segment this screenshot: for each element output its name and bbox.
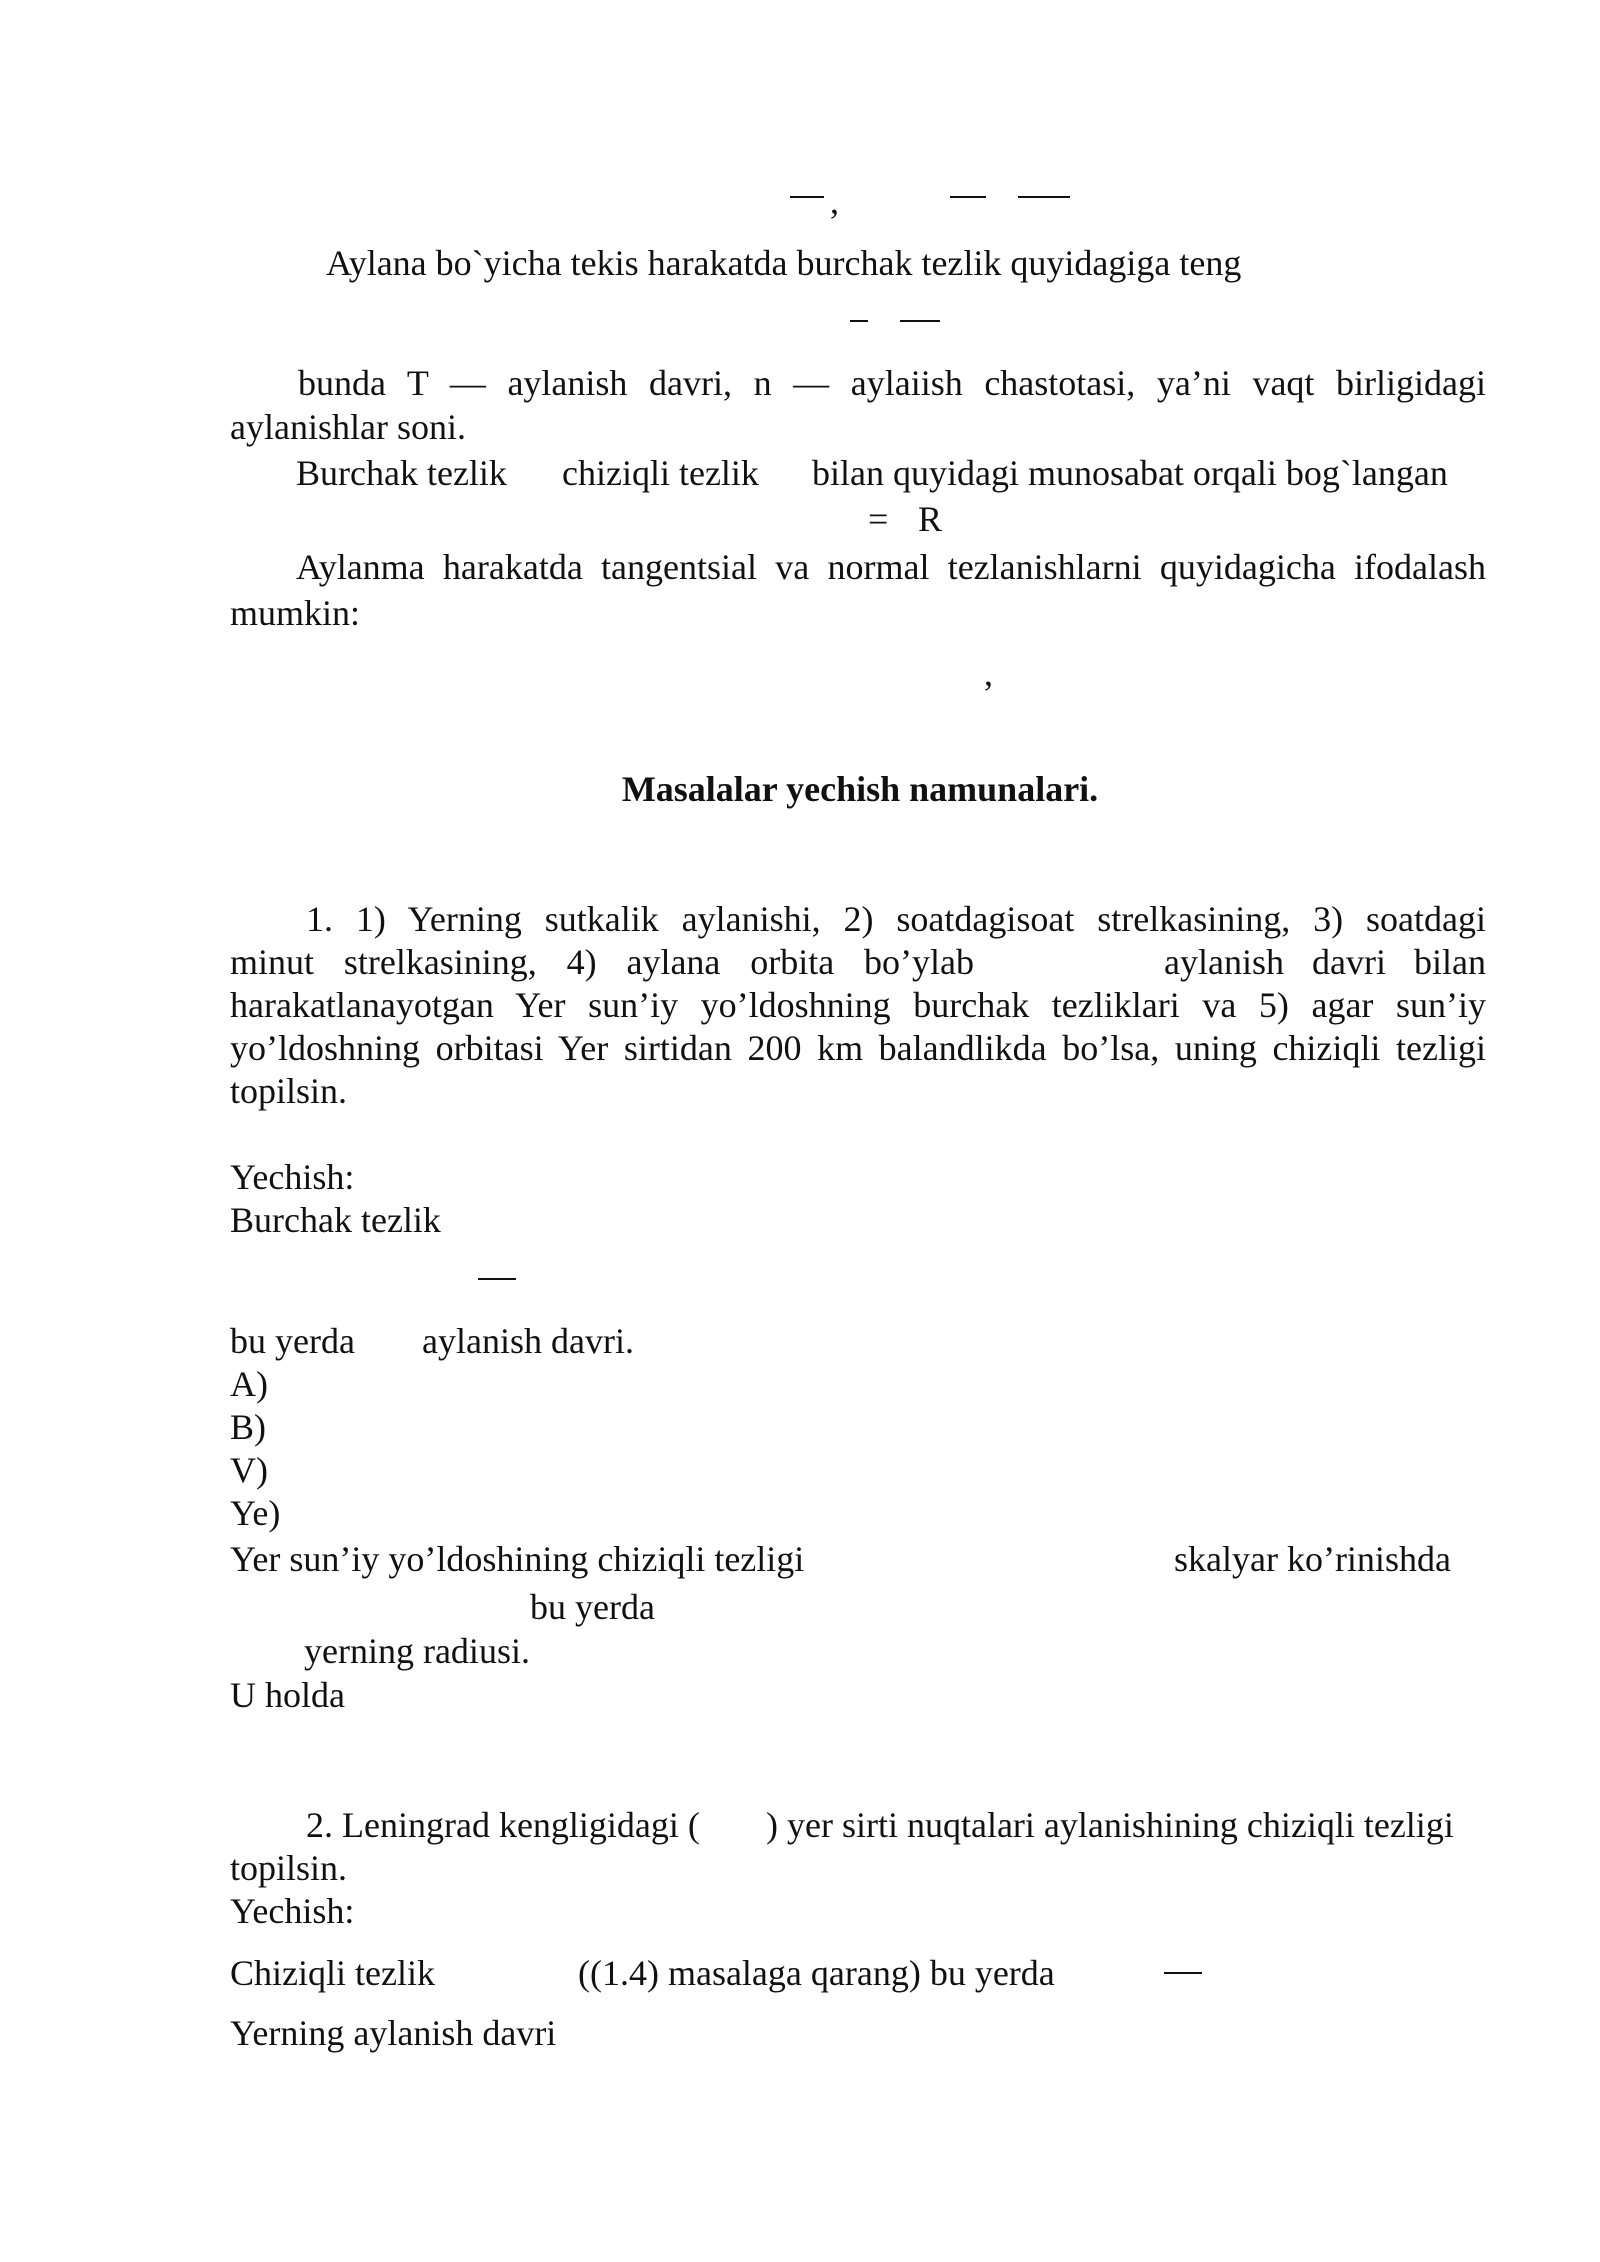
problem1-radius: yerning radiusi. bbox=[304, 1631, 530, 1671]
problem2-linear-label: Chiziqli tezlik bbox=[230, 1953, 435, 1993]
problem1-item-a: A) bbox=[230, 1364, 268, 1404]
problem2-line-2: topilsin. bbox=[230, 1848, 348, 1888]
angular-velocity-text: Aylana bo`yicha tekis harakatda burchak tezlik quyidagiga teng bbox=[326, 243, 1242, 283]
relation-formula-equals: = bbox=[868, 499, 889, 539]
formula-comma: , bbox=[830, 181, 839, 221]
period-definition-line-2: aylanishlar soni. bbox=[230, 407, 466, 447]
problem1-where-a: bu yerda bbox=[230, 1321, 355, 1361]
formula-fraction-bar bbox=[900, 320, 940, 322]
problem1-line-1: 1. 1) Yerning sutkalik aylanishi, 2) soatdagisoat strelkasining, 3) soatdagi bbox=[306, 899, 1486, 939]
problem1-line-3: harakatlanayotgan Yer sun’iy yo’ldoshning burchak tezliklari va 5) agar sun’iy bbox=[230, 985, 1486, 1025]
acceleration-line-1: Aylanma harakatda tangentsial va normal tezlanishlarni quyidagicha ifodalash bbox=[296, 547, 1486, 587]
problem1-item-b: B) bbox=[230, 1407, 266, 1447]
problem1-linear-b: skalyar ko’rinishda bbox=[1174, 1539, 1451, 1579]
formula-fraction-bar bbox=[478, 1278, 516, 1280]
acceleration-line-2: mumkin: bbox=[230, 593, 361, 633]
problem1-then: U holda bbox=[230, 1675, 345, 1715]
formula-fraction-bar bbox=[850, 320, 868, 322]
relation-text-part-1: Burchak tezlik bbox=[296, 453, 507, 493]
problem1-line-2b: aylanish davri bilan bbox=[1164, 942, 1486, 982]
problem2-reference: ((1.4) masalaga qarang) bu yerda bbox=[578, 1953, 1055, 1993]
problem1-where-2: bu yerda bbox=[530, 1587, 655, 1627]
problem1-item-v: V) bbox=[230, 1450, 268, 1490]
problem1-line-2a: minut strelkasining, 4) aylana orbita bo’ylab bbox=[230, 942, 974, 982]
formula-fraction-bar bbox=[950, 196, 986, 198]
relation-formula-r: R bbox=[918, 499, 943, 539]
problem2-line-1b: ) yer sirti nuqtalari aylanishining chiziqli tezligi bbox=[766, 1805, 1454, 1845]
relation-text-part-3: bilan quyidagi munosabat orqali bog`langan bbox=[812, 453, 1448, 493]
problem2-solution-label: Yechish: bbox=[230, 1891, 355, 1931]
formula-fraction-bar bbox=[1018, 196, 1070, 198]
acceleration-formula-comma: , bbox=[984, 653, 993, 693]
problem1-linear-a: Yer sun’iy yo’ldoshining chiziqli tezligi bbox=[230, 1539, 805, 1579]
period-definition-line-1: bunda T — aylanish davri, n — aylaiish chastotasi, ya’ni vaqt birligidagi bbox=[298, 363, 1486, 403]
problem1-where-b: aylanish davri. bbox=[422, 1321, 634, 1361]
problem1-line-5: topilsin. bbox=[230, 1071, 348, 1111]
problem2-period-label: Yerning aylanish davri bbox=[230, 2013, 557, 2053]
formula-fraction-bar bbox=[1164, 1972, 1202, 1974]
problem1-line-4: yo’ldoshning orbitasi Yer sirtidan 200 km balandlikda bo’lsa, uning chiziqli tezligi bbox=[230, 1028, 1486, 1068]
formula-fraction-bar bbox=[790, 196, 824, 198]
problem1-angular-label: Burchak tezlik bbox=[230, 1200, 441, 1240]
section-title: Masalalar yechish namunalari. bbox=[621, 769, 1099, 809]
problem1-item-ye: Ye) bbox=[230, 1493, 281, 1533]
problem2-line-1a: 2. Leningrad kengligidagi ( bbox=[306, 1805, 700, 1845]
relation-text-part-2: chiziqli tezlik bbox=[562, 453, 759, 493]
problem1-solution-label: Yechish: bbox=[230, 1157, 355, 1197]
